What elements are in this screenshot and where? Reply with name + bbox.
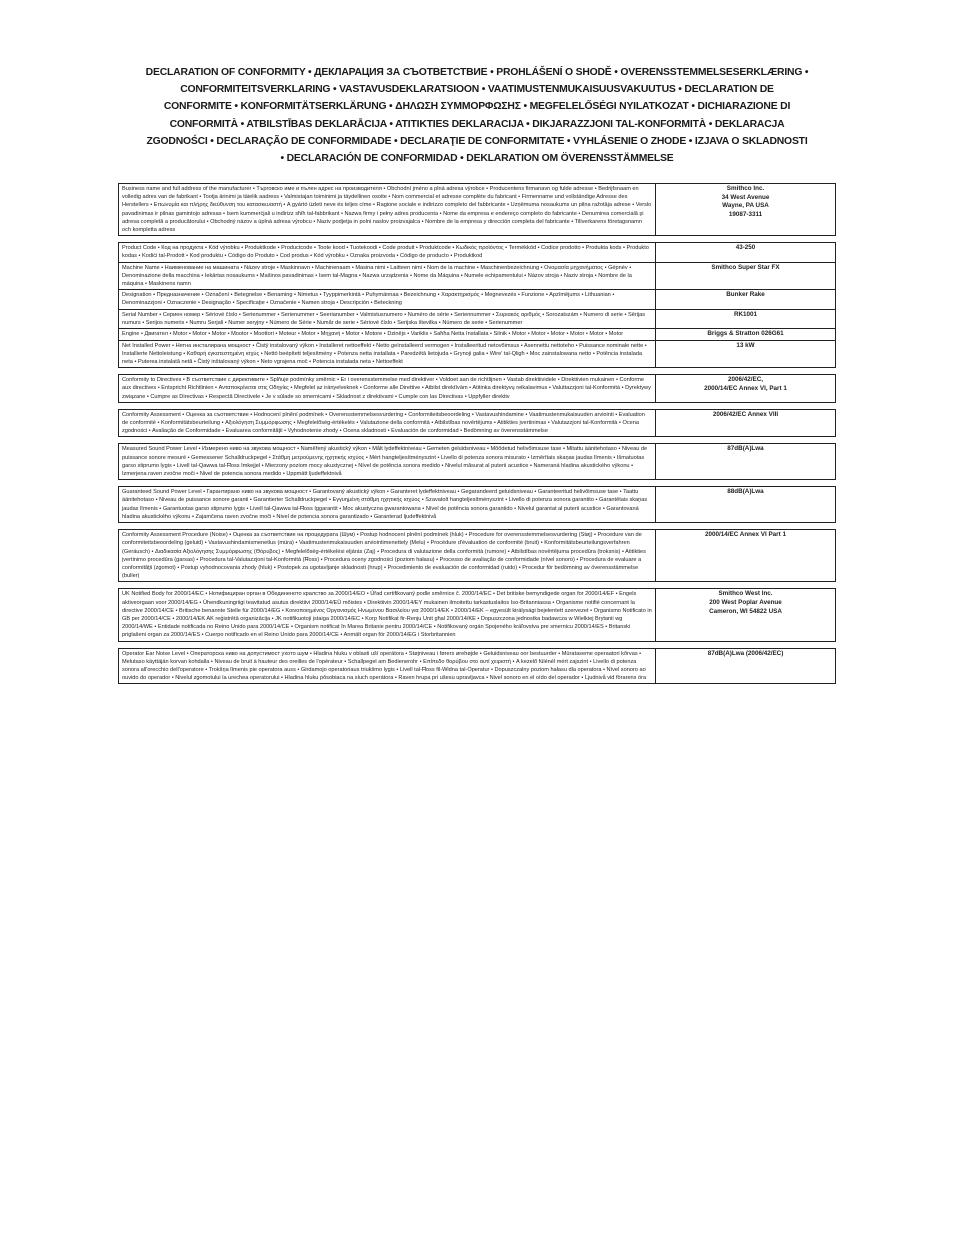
row-spacer-cell [119, 236, 836, 243]
declaration-row [119, 243, 836, 262]
declaration-row [119, 329, 836, 341]
row-spacer-cell [119, 582, 836, 589]
declaration-row [119, 530, 836, 582]
row-value-line: 19087-3311 [728, 210, 763, 218]
row-value-line: Smithco Super Star FX [711, 263, 780, 271]
row-value-line: Smithco Inc. [726, 185, 765, 192]
row-spacer [119, 437, 836, 444]
title-line: CONFORMITEITSVERKLARING • VASTAVUSDEKLARATSIOON • VAATIMUSTENMUKAISUUSVAKUUTUS • DECLARATION DE [180, 84, 774, 96]
row-label: Machine Name • Наименование на машината • Název stroje • Maskinnavn • Machinenaam • Masina nimi • Laitteen nimi • Nom de la machine • Maschinenbezeichnung • Ονομασία μηχανήματος • Gépnév • Denominazione della macchina • Iekārtas nosaukums • Mašinos pavadinimas • Isem tal-Magna • Nazwa urządzenia • Nome da Máquina • Numele echipamentului • Názov stroja • Naziv stroja • Nombre de la máquina • Maskinens namn [119, 262, 656, 290]
row-label: Measured Sound Power Level • Измерено ниво на звукова мощност • Naměřený akustický výkon • Målt lydeffektniveau • Gemeten geluidsniveau • Mõõdetud helivõimsuse tase • Mitattu äänitehotaso • Niveau de puissance sonore mesuré • Gemessener Schalldruckpegel • Στάθμη μετρούμενης ηχητικής ισχύος • Mért hangteljesítményszint • Livello di potenza sonora misurato • Izmērītais skaņas jaudas līmenis • Išmatuotas garso stiprumo lygis • Livell tal-Qawwa tal-Ħoss Imkejjel • Mierzony poziom mocy akustycznej • Nível de potência sonora medido • Nivelul măsurat al puterii acustice • Nameraná hladina akustického výkonu • Izmerjena raven zvočne moči • Nivel de potencia sonora medido • Uppmätt ljudeffektnivå [119, 444, 656, 480]
row-label: Conformity Assessment Procedure (Noise) • Оценка за съответствие на процедурата (Шум) • Postup hodnocení plnění podmínek (hluk) • Procedure for overensstemmelsesvurdering (Støj) • Procedure van de conformiteitsbeoordeling (geluid) • Vastavushindamismenetlus (müra) • Vaatimustenmukaisuuden arviointimenettely (Melu) • Procédure d'évaluation de conformité (bruit) • Konformitätsbeurteilungsverfahren (Geräusch) • Διαδικασία Αξιολόγησης Συμμόρφωσης (Θόρυβος) • Megfelelőség-értékelési eljárás (Zaj) • Procedura di valutazione della conformità (rumore) • Atbilstības novērtējuma procedūra (troksnis) • Atitikties įvertinimo procedūra (garsas) • Proċedura tal-Valutazzjoni tal-Konformità (Ħoss) • Procedura oceny zgodności (poziom hałasu) • Processo de avaliação de conformidade (nível sonoro) • Procedura de evaluare a conformităţii (zgomot) • Postup vyhodnocovania zhody (hluk) • Postopek za ugotavljanje skladnosti (hrup) • Procedimiento de evaluación de conformidad (ruido) • Procedur för bedömning av överensstämmelse (buller) [119, 530, 656, 582]
row-label: Operator Ear Noise Level • Операторска ниво на допустимост ухото шум • Hladina hluku v oblasti uší operátora • Støjniveau i førers ørehøjde • Geluidsniveau oor bestuurder • Mürataseme operaatori kõrvas • Melutaso käyttäjän korvan kohdalla • Niveau de bruit à hauteur des oreilles de l'opérateur • Schallpegel am Bedienerohr • Επίπεδο θορύβου στο αυτί χειριστή • A kezelő fülénél mért zajszint • Livello di potenza sonora all'orecchio dell'operatore • Trokšņa līmenis pie operatora auss • Girdamojo operatoriaus triukšmo lygis • Livell tal-Ħoss fil-Widna tal-Operatur • Dopuszczalny poziom hałasu dla operatora • Nível sonoro ao ouvido do operador • Nivelul zgomotului la urechea operatorului • Hladina hluku pôsobiaca na sluch operátora • Raven hrupa pri ušesu upravljavca • Nivel sonoro en el oído del operador • Ljudnivå vid förarens öra [119, 648, 656, 684]
row-value [656, 262, 836, 290]
row-value [656, 309, 836, 328]
row-value [656, 487, 836, 523]
title-line: ZGODNOŚCI • DECLARAÇÃO DE CONFORMIDADE • DECLARAŢIE DE CONFORMITATE • VYHLÁSENIE O ZHODE • IZJAVA O SKLADNOSTI [146, 135, 808, 147]
row-spacer [119, 641, 836, 648]
row-spacer-cell [119, 437, 836, 444]
row-spacer [119, 236, 836, 243]
row-spacer-cell [119, 480, 836, 487]
declaration-row [119, 184, 836, 236]
row-spacer-cell [119, 523, 836, 530]
row-value [656, 444, 836, 480]
row-value-line: 34 West Avenue [721, 193, 770, 201]
row-label: Product Code • Код на продукта • Kód výrobku • Produktkode • Productcode • Toote kood • Tuotekoodi • Code produit • Produktcode • Κωδικός προϊόντος • Termékkód • Codice prodotto • Produkta kods • Produkto kodas • Kodiċi tal-Prodott • Kod produktu • Código do Produto • Cod produs • Kód výrobku • Oznaka proizvoda • Código de producto • Produktkod [119, 243, 656, 262]
title-line: CONFORMITÀ • ATBILSTĪBAS DEKLARĀCIJA • ATITIKTIES DEKLARACIJA • DIKJARAZZJONI TAL-KONFORMITÀ • DEKLARACJA [169, 118, 785, 130]
row-spacer [119, 523, 836, 530]
declaration-row [119, 340, 836, 368]
row-label: Guaranteed Sound Power Level • Гарантирано ниво на звукова мощност • Garantovaný akustický výkon • Garanteret lydeffektniveau • Gegarandeerd geluidsniveau • Garanteeritud helivõimsuse tase • Taattu äänitehotaso • Niveau de puissance sonore garanti • Garantierter Schalldruckpegel • Εγγυημένη στάθμη ηχητικής ισχύος • Szavatolt hangteljesítményszint • Livello di potenza sonora garantito • Garantētais skaņas jaudas līmenis • Garantuotas garso stiprumo lygis • Livell tal-Qawwa tal-Ħoss Iggarantit • Moc akustyczna gwarantowana • Nível de potência sonora garantido • Nivelul garantat al puterii acustice • Garantovaná hladina akustického výkonu • Zajamčena raven zvočne moči • Nivel de potencia sonora garantizado • Garanterad ljudeffektnivå [119, 487, 656, 523]
row-value-line: 87dB(A)Lwa [727, 445, 764, 453]
row-value-line: RK1001 [733, 310, 758, 318]
title-line: DECLARATION OF CONFORMITY • ДЕКЛАРАЦИЯ ЗА СЪОТВЕТСТВИЕ • PROHLÁŠENÍ O SHODĚ • OVERENSSTEMMELSESERKLÆRING • [145, 67, 809, 78]
row-value-line: 87dB(A)Lwa (2006/42/EC) [707, 649, 784, 657]
title-line: • DECLARACIÓN DE CONFORMIDAD • DEKLARATION OM ÖVERENSSTÄMMELSE [280, 153, 674, 165]
row-value-line: Bunker Rake [726, 291, 765, 299]
row-value-line: 88dB(A)Lwa [727, 488, 764, 496]
declaration-row [119, 648, 836, 684]
row-value-line: 2000/14/EC Annex VI, Part 1 [704, 384, 787, 392]
row-spacer-cell [119, 368, 836, 375]
row-spacer [119, 480, 836, 487]
row-spacer-cell [119, 402, 836, 409]
row-value-line: 200 West Poplar Avenue [709, 598, 782, 606]
row-label: Conformity Assessment • Оценка за съответствие • Hodnocení plnění podmínek • Overensstemmelsesvurdering • Conformiteitsbeoordeling • Vastavushindamine • Vaatimustenmukaisuuden arviointi • Evaluation de conformité • Konformitätsbeurteilung • Αξιολόγηση Συμμόρφωσης • Megfelelőség-értékelés • Valutazione della conformità • Atbilstības novērtējums • Atitikties įvertinimas • Valutazzjoni tal-Konformità • Ocena zgodności • Avaliação de Conformidade • Evaluarea conformităţii • Vyhodnotenie zhody • Ocena skladnosti • Evaluación de conformidad • Bedömning av överensstämmelse [119, 409, 656, 437]
row-label: Serial Number • Сериен номер • Sériové číslo • Serienummer • Serienummer • Seerianumber • Valmistusnumero • Numéro de série • Seriennummer • Σειριακός αριθμός • Sorozatszám • Numero di serie • Sērijas numurs • Serijos numeris • Numru Serjali • Numer seryjny • Número de Série • Număr de serie • Sériové číslo • Serijska številka • Número de serie • Serienummer [119, 309, 656, 328]
row-value [656, 375, 836, 403]
row-value-line: 13 kW [736, 341, 755, 349]
declaration-row [119, 262, 836, 290]
declaration-row [119, 375, 836, 403]
row-value-line: 2006/42/EC Annex VIII [712, 410, 779, 418]
row-value-line: Cameron, WI 54822 USA [709, 607, 782, 615]
title-line: CONFORMITE • KONFORMITÄTSERKLÄRUNG • ΔΗΛΩΣΗ ΣΥΜΜΟΡΦΩΣΗΣ • MEGFELELŐSÉGI NYILATKOZAT • DICHIARAZIONE DI [163, 101, 791, 113]
row-value-line: 2006/42/EC, [727, 376, 763, 384]
row-spacer [119, 402, 836, 409]
row-label: Net Installed Power • Нетна инсталирана мощност • Čistý instalovaný výkon • Installeret nettoeffekt • Netto geïnstalleerd vermogen • Installeeritud netovõimsus • Asennettu nettoteho • Puissance nominale nette • Installierte Nettoleistung • Καθαρή εγκατεστημένη ισχύς • Nettó beépített teljesítmény • Potenza netta installata • Paredzētā lietojuda • Grynoji galia • Wire' tal-Qligħ • Moc zainstalowana netto • Potência instalada neta • Puterea instalată netă • Čistý inštalovaný výkon • Neto vgrajena moč • Potencia instalada neta • Nettoeffekt [119, 340, 656, 368]
row-value [656, 290, 836, 309]
declaration-row [119, 409, 836, 437]
declaration-row [119, 309, 836, 328]
declaration-title [118, 64, 836, 167]
row-value [656, 530, 836, 582]
row-value [656, 329, 836, 341]
row-value-line: Wayne, PA USA [722, 202, 769, 210]
row-label: Conformity to Directives • В съответствие с директивите • Splňuje podmínky směrnic • Er i overensstemmelse med direktiver • Voldoet aan de richtlijnen • Vastab direktiividele • Direktiivien mukainen • Conforme aux directives • Entspricht Richtlinien • Ανταποκρίνεται στις Οδηγίες • Megfelel az irányelveknek • Conforme alle Direttive • Atbilst direktīvām • Atitinka direktyvų reikalavimus • Valuttazzjoni tal-Konformità • Dyrektywy związane • Cumpre as Directivas • Respectă Directivele • Je v súlade so smernicami • Skladnost z direktivami • Cumple con las Directivas • Uppfyller direktiv [119, 375, 656, 403]
declaration-row [119, 444, 836, 480]
row-label: UK Notified Body for 2000/14/EC • Нотифициран орган в Обединеното кралство за 2000/14/EO • Úřad certifikovaný podle směrnice č. 2000/14/EC • Det britiske bemyndigede organ for 2000/14/EF • Engels aktiveorgaan voor 2000/14/EG • Ühendkuningriigi teavitatud asutus direktiivi 2000/14/EÜ mõistes • Direktiivin 2000/14/EY mukainen ilmoitettu tarkastuslaitos Iso-Britanniassa • Organisme notifié concernant la directive 2000/14/CE • Britische benannte Stelle für 2000/14/EG • Κοινοποιημένος Οργανισμός Ηνωμένου Βασιλείου για 2000/14/EK • 2000/14/EK – egyesült királysági bejelentett szervezet • Organismo Notificato in GB per 2000/14/CE • 2000/14/EK AK reģistrētā organizācija • JK notifikuotoji įstaiga 2000/14/EC • Korp Notifikat fir-Renju Unit għal 2000/14/KE • Dopuszczona jednostka badawcza w Wielkiej Brytanii wg 2000/14/WE • Entidade notificada no Reino Unido para 2000/14/CE • Organism notificat în Marea Britanie pentru 2000/14/CE • Notifikovaný orgán Spojeného kráľovstva pre smernicu 2000/14/ES • Britanski priglašeni organ za 2000/14/ES • Cuerpo notificado en el Reino Unido para 2000/14/CE • Anmält organ för 2000/14/EG i Storbritannien [119, 589, 656, 641]
declaration-row [119, 589, 836, 641]
row-spacer-cell [119, 641, 836, 648]
row-value-line: 43-250 [735, 244, 756, 252]
declaration-row [119, 487, 836, 523]
declaration-table [118, 183, 836, 684]
row-value [656, 409, 836, 437]
row-value [656, 184, 836, 236]
row-value [656, 243, 836, 262]
row-value [656, 589, 836, 641]
row-label: Designation • Предназначение • Označení • Betegnelse • Benaming • Nimetus • Tyyppimerkintä • Puhymännaa • Bezeichnung • Χαρακτηρισμός • Megnevezés • Funzione • Apzīmējums • Lithuanian • Denominazzjoni • Oznaczenie • Designação • Specificaţie • Označenie • Namen stroja • Descripción • Beteckning [119, 290, 656, 309]
row-label: Engine • Двигател • Motor • Motor • Motor • Mootor • Moottori • Moteur • Motor • Μηχανή • Motor • Motore • Dzinējs • Variklis • Saħħa Netta Installata • Silnik • Motor • Motor • Motor • Motor • Motor • Motor [119, 329, 656, 341]
row-value [656, 340, 836, 368]
row-spacer [119, 368, 836, 375]
row-label: Business name and full address of the manufacturer • Търговско име и пълен адрес на производителя • Obchodní jméno a plná adresa výrobce • Producentens firmanavn og fulde adresse • Bedrijfsnaam en volledig adres van de fabrikant • Tootja ärinimi ja täielik aadress • Valmistajan toiminimi ja täydellinen osoite • Nom commercial et adresse complète du fabricant • Firmenname und vollständige Adresse des Herstellers • Επωνυμία και πλήρης διεύθυνση του κατασκευαστή • A gyártó üzleti neve és teljes címe • Ragione sociale e indirizzo completo del fabbricante • Uzņēmuma nosaukums un pilna ražotāja adrese • Verslo pavadinimas ir pilnas gamintojo adresas • Isem kummerċjali u indirizz sħiħ tal-fabbrikant • Nazwa firmy i pełny adres producenta • Nome da empresa e endereço completo do fabricante • Denumirea comercială şi adresa completă a producătorului • Obchodný názov a úplná adresa výrobcu • Naziv podjetja in polni naslov proizvajalca • Nombre de la empresa y dirección completa del fabricante • Tillverkarens företagsnamn och kompletta adress [119, 184, 656, 236]
row-value-line: Smithco West Inc. [718, 590, 773, 598]
row-value-line: 2000/14/EC Annex VI Part 1 [705, 531, 786, 539]
row-value [656, 648, 836, 684]
row-value-line: Briggs & Stratton 026G61 [707, 330, 784, 338]
row-spacer [119, 582, 836, 589]
declaration-row [119, 290, 836, 309]
